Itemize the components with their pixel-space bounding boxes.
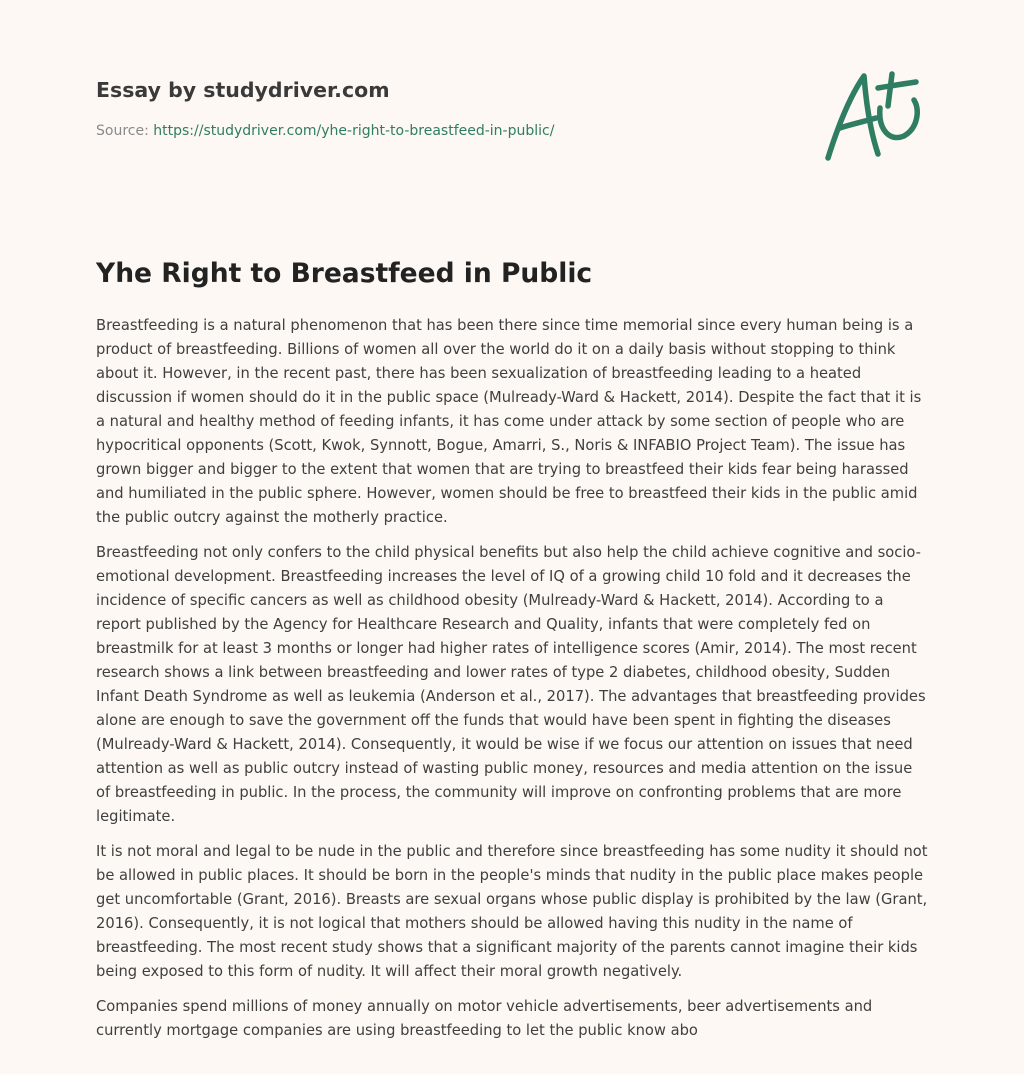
article-paragraph: Companies spend millions of money annually on motor vehicle advertisements, beer advertisements and currently mortgage companies are using breastfeeding to let the public know abo (96, 998, 873, 1039)
essay-header (96, 76, 796, 141)
article-paragraph: Breastfeeding is a natural phenomenon that has been there since time memorial since every human being is a product of breastfeeding. Billions of women all over the world do it on a daily basis without stopping to think about it. However, in the recent past, there has been sexualization of breastfeeding leading to a heated discussion if women should do it in the public space (Mulready-Ward & Hackett, 2014). Despite the fact that it is a natural and healthy method of feeding infants, it has come under attack by some section of people who are hypocritical opponents (Scott, Kwok, Synnott, Bogue, Amarri, S., Noris & INFABIO Project Team). The issue has grown bigger and bigger to the extent that women that are trying to breastfeed their kids fear being harassed and humiliated in the public sphere. However, women should be free to breastfeed their kids in the public amid the public outcry against the motherly practice. (96, 317, 922, 526)
article-body (96, 314, 930, 1060)
source-line (96, 121, 796, 141)
source-link[interactable]: https://studydriver.com/yhe-right-to-breastfeed-in-public/ (153, 123, 555, 139)
article-paragraph: Breastfeeding not only confers to the child physical benefits but also help the child achieve cognitive and socio-emotional development. Breastfeeding increases the level of IQ of a growing child 10 fold and it decreases the incidence of specific cancers as well as childhood obesity (Mulready-Ward & Hackett, 2014). According to a report published by the Agency for Healthcare Research and Quality, infants that were completely fed on breastmilk for at least 3 months or longer had higher rates of intelligence scores (Amir, 2014). The most recent research shows a link between breastfeeding and lower rates of type 2 diabetes, childhood obesity, Sudden Infant Death Syndrome as well as leukemia (Anderson et al., 2017). The advantages that breastfeeding provides alone are enough to save the government off the funds that would have been spent in fighting the diseases (Mulready-Ward & Hackett, 2014). Consequently, it would be wise if we focus our attention on issues that need attention as well as public outcry instead of wasting public money, resources and media attention on the issue of breastfeeding in public. In the process, the community will improve on confronting problems that are more legitimate. (96, 544, 926, 825)
article-paragraph: It is not moral and legal to be nude in the public and therefore since breastfeeding has some nudity it should not be allowed in public places. It should be born in the people's minds that nudity in the public place makes people get uncomfortable (Grant, 2016). Breasts are sexual organs whose public display is prohibited by the law (Grant, 2016). Consequently, it is not logical that mothers should be allowed having this nudity in the name of breastfeeding. The most recent study shows that a significant majority of the parents cannot imagine their kids being exposed to this form of nudity. It will affect their moral growth negatively. (96, 843, 928, 980)
source-label: Source: (96, 123, 154, 139)
a-plus-logo-icon (820, 66, 930, 166)
article-title: Yhe Right to Breastfeed in Public (96, 258, 593, 289)
essay-by-heading: Essay by studydriver.com (96, 78, 390, 102)
